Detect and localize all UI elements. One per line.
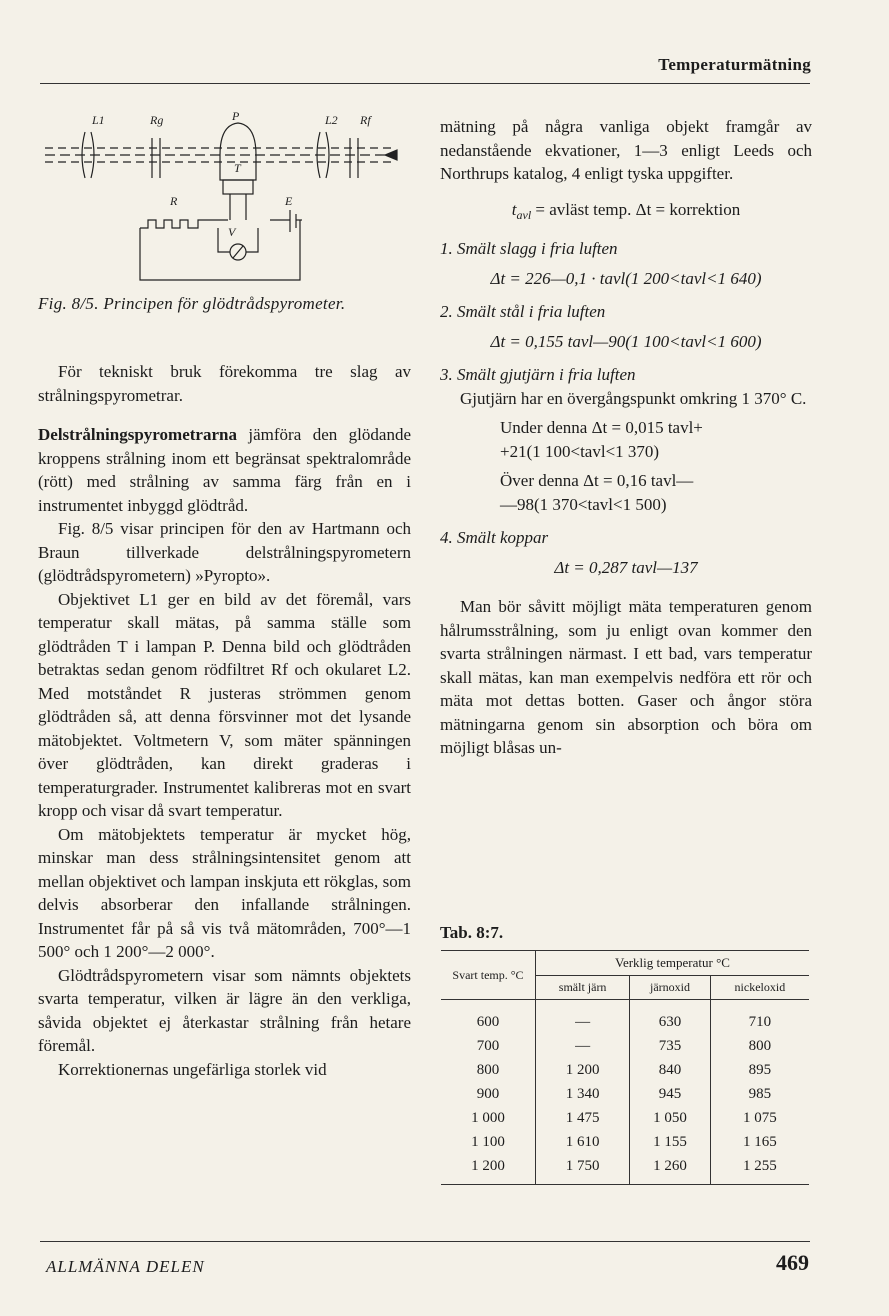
- table-cell: 1 075: [743, 1109, 777, 1126]
- table-cell: 630: [630, 1000, 711, 1035]
- paragraph: Man bör såvitt möjligt mäta temperaturen genom hålrumsstrålning, som ju enligt ovan kommer den svarta strålningen närmast. I ett bad, vars temperatur skall mätas, kan man exempelvis nedföra ett rör och mäta mot dettas botten. Gaser och ångor störa mätningarna genom sin absorption och böra om möjligt blåsas un-: [440, 597, 812, 757]
- column-group-header: Verklig temperatur °C: [536, 951, 810, 976]
- paragraph: Korrektionernas ungefärliga storlek vid: [58, 1059, 327, 1079]
- lead-term: Delstrålningspyrometrarna: [38, 425, 237, 444]
- table-title: Tab. 8:7.: [440, 923, 504, 942]
- equation-item: 2. Smält stål i fria luften Δt = 0,155 tavl—90(1 100<tavl<1 600): [440, 300, 812, 353]
- equation: Över denna Δt = 0,16 tavl—: [500, 471, 694, 490]
- equation: Δt = 0,155 tavl—90(1 100<tavl<1 600): [490, 331, 762, 351]
- table-cell: 945: [630, 1082, 711, 1106]
- table-row: [441, 1082, 809, 1106]
- table-cell: 985: [748, 1085, 772, 1102]
- table-cell: 1 610: [536, 1130, 630, 1154]
- table-cell: 1 165: [743, 1133, 777, 1150]
- paragraph: Objektivet L1 ger en bild av det föremål, vars temperatur skall mätas, på samma ställe som glödtråden T i lampan P. Denna bild och glödtråden betraktas sedan genom rödfiltret Rf och okularet L2. Med motståndet R justeras strömmen genom glödtråden så, att denna försvinner mot det lysande mätobjektet. Voltmetern V, som mäter spänningen över glödtråden, kan direkt graderas i temperaturgrader. Instrumentet kalibreras mot en svart kropp och visar då svart temperatur.: [38, 589, 411, 820]
- table-cell: 1 100: [441, 1130, 536, 1154]
- header-rule: [40, 83, 810, 84]
- label-rf: Rf: [360, 113, 371, 127]
- column-header: järnoxid: [630, 976, 711, 1000]
- column-header: Svart temp. °C: [441, 951, 536, 1000]
- table-row: [441, 1154, 809, 1185]
- definition-line: $t_{avl}$ = avläst temp. Δt = korrektion: [511, 199, 741, 222]
- label-t: T: [234, 161, 241, 175]
- paragraph: För tekniskt bruk förekomma tre slag av strålningspyrometrar.: [38, 362, 411, 405]
- label-l2: L2: [325, 113, 338, 127]
- label-p: P: [232, 110, 240, 123]
- table-cell: 1 340: [536, 1082, 630, 1106]
- table-cell: 600: [441, 1000, 536, 1035]
- equation-item: 1. Smält slagg i fria luften Δt = 226—0,1 · tavl(1 200<tavl<1 640): [440, 237, 812, 290]
- footer-rule: [40, 1241, 810, 1242]
- table-cell: 1 155: [630, 1130, 711, 1154]
- table-row: [441, 1130, 809, 1154]
- label-v: V: [228, 225, 236, 239]
- equation: Under denna Δt = 0,015 tavl+: [500, 418, 703, 437]
- table-cell: 1 000: [441, 1106, 536, 1130]
- paragraph: mätning på några vanliga objekt framgår av nedanstående ekvationer, 1—3 enligt Leeds och Northrups katalog, 4 enligt tyska uppgifter.: [440, 117, 812, 183]
- table-row: [441, 1034, 809, 1058]
- table-cell: 1 200: [441, 1154, 536, 1185]
- table-cell: 840: [630, 1058, 711, 1082]
- label-r: R: [170, 194, 178, 208]
- paragraph: Fig. 8/5 visar principen för den av Hartmann och Braun tillverkade delstrålningspyrometern (glödtrådspyrometern) »Pyropto».: [38, 519, 411, 585]
- table-cell: 1 260: [630, 1154, 711, 1185]
- table-cell: 1 475: [536, 1106, 630, 1130]
- table-cell: 800: [441, 1058, 536, 1082]
- column-header: nickeloxid: [710, 976, 809, 1000]
- table-cell: —: [536, 1000, 630, 1035]
- page-number: 469: [776, 1250, 809, 1275]
- equation-item: 4. Smält koppar Δt = 0,287 tavl—137: [440, 526, 812, 579]
- equation-item: 3. Smält gjutjärn i fria luften Gjutjärn har en övergångspunkt omkring 1 370° C. Under denna Δt = 0,015 tavl+ +21(1 100<tavl<1 370) Över denna Δt = 0,16 tavl— —98(1 370<tavl<1 500): [440, 363, 812, 516]
- equation: Δt = 0,287 tavl—137: [554, 557, 698, 577]
- equation: —98(1 370<tavl<1 500): [500, 494, 667, 514]
- table-cell: 1 200: [536, 1058, 630, 1082]
- table-cell: —: [536, 1034, 630, 1058]
- figure-caption: Fig. 8/5. Principen för glödtrådspyrometer.: [38, 294, 346, 313]
- table-row: [441, 1058, 809, 1082]
- equation: +21(1 100<tavl<1 370): [500, 441, 660, 461]
- table-cell: 700: [441, 1034, 536, 1058]
- right-column: [440, 115, 812, 760]
- table-cell: 1 050: [630, 1106, 711, 1130]
- paragraph: Om mätobjektets temperatur är mycket hög, minskar man dess strålningsintensitet genom att mellan objektivet och lampan inskjuta ett rökglas, som delvis absorberar den infallande strålningen. Instrumentet får på så vis två mätområden, 700°—1 500° och 1 200°—2 000°.: [38, 824, 411, 961]
- table-body: [441, 1000, 809, 1185]
- table-row: [441, 1000, 809, 1035]
- table-cell: 900: [441, 1082, 536, 1106]
- table-row: [441, 1106, 809, 1130]
- label-e: E: [285, 194, 293, 208]
- table-cell: 895: [748, 1061, 772, 1078]
- table-cell: 710: [748, 1013, 772, 1030]
- pyrometer-diagram: [40, 110, 420, 290]
- paragraph: Glödtrådspyrometern visar som nämnts objektets svarta temperatur, vilken är lägre än den verkliga, såvida objektet ej återkastar strålning från hetare föremål.: [38, 965, 411, 1055]
- label-l1: L1: [92, 113, 105, 127]
- data-table: [441, 950, 809, 1185]
- table-cell: 800: [748, 1037, 772, 1054]
- table-cell: 1 255: [710, 1154, 809, 1185]
- footer-section: ALLMÄNNA DELEN: [46, 1257, 205, 1276]
- table-cell: 735: [630, 1034, 711, 1058]
- column-header: smält järn: [536, 976, 630, 1000]
- equation: Δt = 226—0,1 · tavl(1 200<tavl<1 640): [490, 268, 762, 288]
- label-rg: Rg: [150, 113, 164, 127]
- paragraph: Delstrålningspyrometrarna jämföra den glödande kroppens strålning inom ett begränsat spektralområde (rött) med strålning av samma färg från en i instrumentet inbyggd glödtråd.: [38, 425, 411, 515]
- left-column: [38, 360, 411, 1081]
- table-cell: 1 750: [536, 1154, 630, 1185]
- running-header: Temperaturmätning: [658, 55, 811, 74]
